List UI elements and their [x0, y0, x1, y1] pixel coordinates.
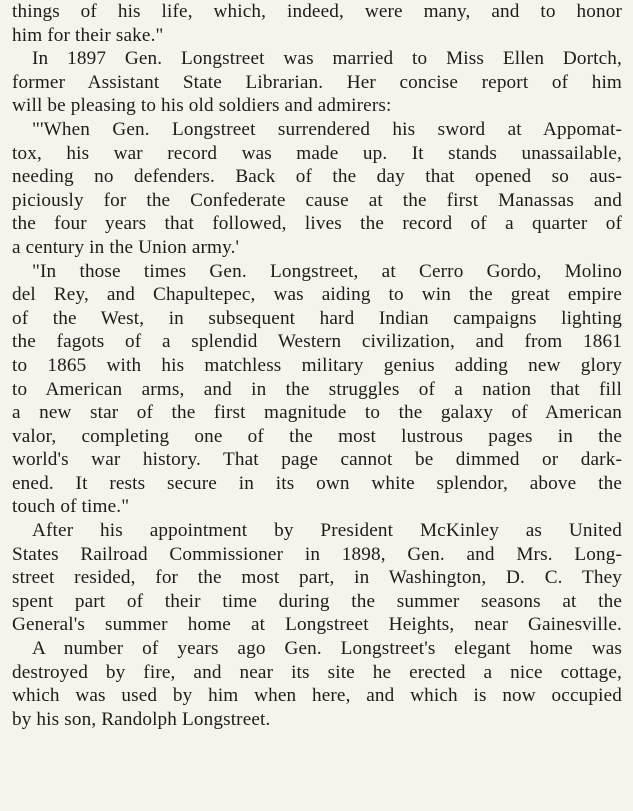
body-text [12, 0, 622, 731]
text-line: to 1865 with his matchless military genius adding new glory [12, 354, 622, 376]
text-line: the four years that followed, lives the record of a quarter of [12, 213, 622, 235]
text-line: piciously for the Confederate cause at the first Manassas and [12, 189, 622, 211]
text-line: General's summer home at Longstreet Heights, near Gainesville. [12, 614, 622, 636]
text-line: will be pleasing to his old soldiers and admirers: [12, 95, 392, 117]
text-line: "'When Gen. Longstreet surrendered his sword at Appomat- [32, 118, 622, 140]
text-line: the fagots of a splendid Western civilization, and from 1861 [12, 331, 622, 353]
text-line: After his appointment by President McKinley as United [32, 520, 622, 542]
text-line: "In those times Gen. Longstreet, at Cerro Gordo, Molino [32, 260, 622, 282]
text-line: by his son, Randolph Longstreet. [12, 708, 271, 730]
text-line: to American arms, and in the struggles of a nation that fill [12, 378, 622, 400]
text-line: a century in the Union army.' [12, 236, 240, 258]
text-line: street resided, for the most part, in Washington, D. C. They [12, 567, 622, 589]
text-line: valor, completing one of the most lustrous pages in the [12, 425, 622, 447]
text-line: ened. It rests secure in its own white splendor, above the [12, 472, 622, 494]
text-line: del Rey, and Chapultepec, was aiding to win the great empire [12, 284, 622, 306]
text-line: him for their sake." [12, 24, 164, 46]
text-line: In 1897 Gen. Longstreet was married to Miss Ellen Dortch, [32, 48, 622, 70]
text-line: tox, his war record was made up. It stands unassailable, [12, 142, 622, 164]
text-line: a new star of the first magnitude to the galaxy of American [12, 402, 622, 424]
text-line: world's war history. That page cannot be dimmed or dark- [12, 449, 622, 471]
text-line: things of his life, which, indeed, were many, and to honor [12, 1, 622, 22]
text-line: former Assistant State Librarian. Her concise report of him [12, 71, 622, 93]
text-line: touch of time." [12, 496, 130, 518]
text-line: which was used by him when here, and which is now occupied [12, 685, 622, 707]
text-line: of the West, in subsequent hard Indian campaigns lighting [12, 307, 622, 329]
text-line: spent part of their time during the summer seasons at the [12, 590, 622, 612]
text-line: destroyed by fire, and near its site he erected a nice cottage, [12, 661, 622, 683]
text-line: needing no defenders. Back of the day that opened so aus- [12, 166, 622, 188]
text-line: A number of years ago Gen. Longstreet's elegant home was [32, 638, 622, 660]
text-line: States Railroad Commissioner in 1898, Gen. and Mrs. Long- [12, 543, 622, 565]
